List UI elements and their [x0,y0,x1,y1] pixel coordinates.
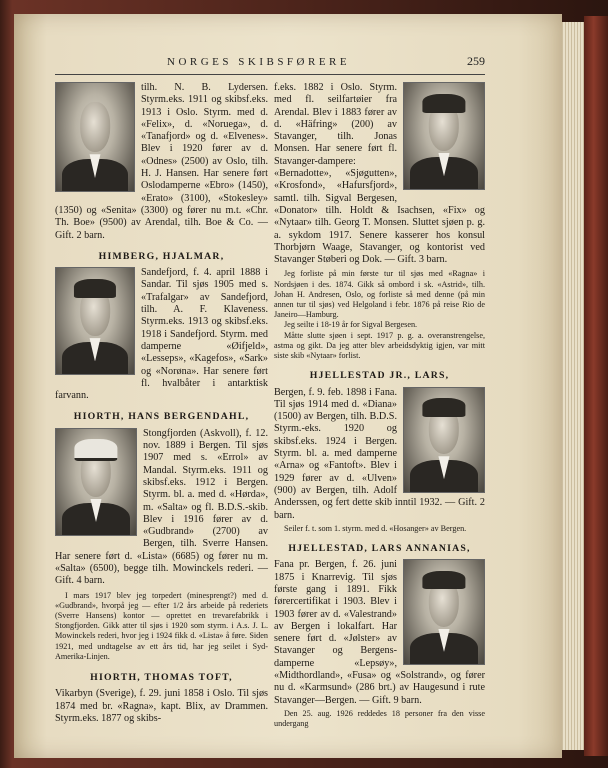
portrait-hjellestad-jr [403,387,485,493]
entry-hiorth-thomas-note-1: Jeg forliste på min første tur til sjøs med «Ragna» i Nordsjøen i des. 1874. Gikk så ombord i sk. «Astrid», tilh. Johan H. Andresen, Oslo, og forliste så med denne (på min annen tur til sjøs) ved Helgoland i febr. 1876 på reise Rio de Janeiro—Hamburg. [274,269,485,320]
entry-hiorth-hans-text: Stongfjorden (Askvoll), f. 12. nov. 1889 i Bergen. Til sjøs 1907 med s. «Errol» av Mandal. Styrm.eks. 1911 og skibsf.eks. 1912 i Bergen. Styrm. bl. a. med d. «Hørda», m. «Salta» og fl. B.D.S.-skib. Blev i 1916 fører av d. «Gudbrand» (2700) av Bergen, tilh. Sverre Hansen. Har senere ført d. «Lista» (6685) og fører nu m. «Salta» (6500), begge tilh. Mowinckels rederi. — Gift. 4 barn. [55,427,268,587]
entry-hjellestad-text: Fana pr. Bergen, f. 26. juni 1875 i Knarrevig. Til sjøs første gang i 1891. Fikk førercertifikat i 1903. Blev i 1903 fører av d. «Valestrand» av Bergen i lokalfart. Har senere ført d. «Jølster» av Stavanger og Bergens-damperne «Lepsøy», «Midthordland», «Fusa» og «Solstrand», og fører nu d. «Karmsund» (286 brt.) av Haugesund i rute Stavanger—Bergen. — Gift. 9 barn. [274,559,485,706]
entry-lydersen-text: tilh. N. B. Lydersen. Styrm.eks. 1911 og skibsf.eks. 1913 i Oslo. Styrm. med d. «Felix», d. «Noruega», d. «Tanafjord» og d. «Elvenes». Blev i 1920 fører av d. «Odnes» (2500) av Oslo, tilh. H. J. Hansen. Har senere ført Oslodamperne «Ebro» (1450), «Erato» (3100), «Stokesley» (1350) og «Senita» (3300) og fører nu m.t. «Chr. Th. Boe» (9500) av Arendal, tilh. Boe & Co. — Gift. 2 barn. [55,82,268,241]
page-header [55,54,485,75]
entry-hjellestad-jr-note: Seiler f. t. som 1. styrm. med d. «Hosanger» av Bergen. [284,523,467,533]
left-column [55,82,268,725]
portrait-himberg [55,267,135,375]
entry-hiorth-thomas-continued: f.eks. 1882 i Oslo. Styrm. med fl. seilfartøier fra Arendal. Blev i 1883 fører av d. «Häfring» (200) av Stavanger, tilh. Jonas Monsen. Har senere ført fl. Stavanger-dampere: «Bernadotte», «Sjøgutten», «Krosfond», «Hafursfjord», samtl. tilh. Sigval Bergesen, «Donator» tilh. Holdt & Isachsen, «Fix» og «Nytaar» tilh. Georg T. Monsen. Sluttet sjøen p. g. a. sykdom 1917. Senere kasserer hos konsul Thorbjørn Waage, Stavanger, og kontorist ved Stavanger Støberi og Dok. — Gift. 3 barn. [274,82,485,266]
running-title: NORGES SKIBSFØRERE [167,56,351,68]
book-spine [584,16,608,756]
portrait-hjellestad [403,559,485,665]
entry-hjellestad-jr-text: Bergen, f. 9. feb. 1898 i Fana. Til sjøs 1914 med d. «Diana» (1500) av Bergen, tilh. B.D.S. Styrm.-eks. 1920 og skibsf.eks. 1924 i Bergen. Styrm. bl. a. med damperne «Arna» og «Fantoft». Blev i 1929 fører av d. «Ulven» (900) av Bergen, tilh. Adolf Anderssen, og fert dette skib inntil 1932. — Gift. 2 barn. [274,386,485,521]
page-number: 259 [467,54,485,68]
portrait-hiorth-hans [55,428,137,536]
entry-hiorth-thomas-note-2: Jeg seilte i 18-19 år for Sigval Bergesen. [284,320,418,330]
entry-hjellestad-heading: HJELLESTAD, LARS ANNANIAS, [288,543,471,555]
entry-hiorth-hans-heading: HIORTH, HANS BERGENDAHL, [73,411,250,423]
entry-himberg-text: Sandefjord, f. 4. april 1888 i Sandar. Til sjøs 1905 med s. «Trafalgar» av Sandefjord, tilh. A. F. Klaveness. Styrm.eks. 1913 og skibsf.eks. 1918 i Sandefjord. Styrm. med damperne «Øifjeld», «Lesseps», «Kagefos», «Sark» og «Norøna». Har senere ført fl. hvalbåter i antarktisk farvann. [55,267,268,402]
entry-hiorth-thomas-text: Vikarbyn (Sverige), f. 29. juni 1858 i Oslo. Til sjøs 1874 med br. «Ragna», kapt. Blix, av Drammen. Styrm.eks. 1877 og skibs- [55,688,268,724]
right-column [274,82,485,729]
entry-hiorth-thomas-note-3: Måtte slutte sjøen i sept. 1917 p. g. a. overanstrengelse, astma og gikt. Da jeg atter blev arbeidsdyktig igjen, var mitt siste skib «Nytaar» forlist. [274,330,485,361]
entry-hiorth-hans-note: I mars 1917 blev jeg torpedert (minesprengt?) med d. «Gudbrand», hvorpå jeg — efter 1/2 års arbeide på rederiets (Sverre Hansens) kontor — oprettet en trevarefabrikk i Stongfjorden. Gikk atter til sjøs i 1920 som styrm. i A.s. J. L. Mowinckels rederi, hvor jeg i 1924 fikk d. «Lista» å føre. Siden 1921, med undtagelse av ett års tid, har jeg seilet i Syd-Amerika-Linjen. [55,590,268,661]
page-edges [560,22,584,750]
entry-hjellestad-note: Den 25. aug. 1926 reddedes 18 personer fra den visse undergang [274,708,485,729]
entry-himberg-heading: HIMBERG, HJALMAR, [98,250,225,262]
entry-hiorth-thomas-heading: HIORTH, THOMAS TOFT, [90,672,233,683]
entry-hjellestad-jr-heading: HJELLESTAD JR., LARS, [309,370,450,382]
portrait-hiorth-thomas [403,82,485,190]
portrait-lydersen [55,82,135,192]
